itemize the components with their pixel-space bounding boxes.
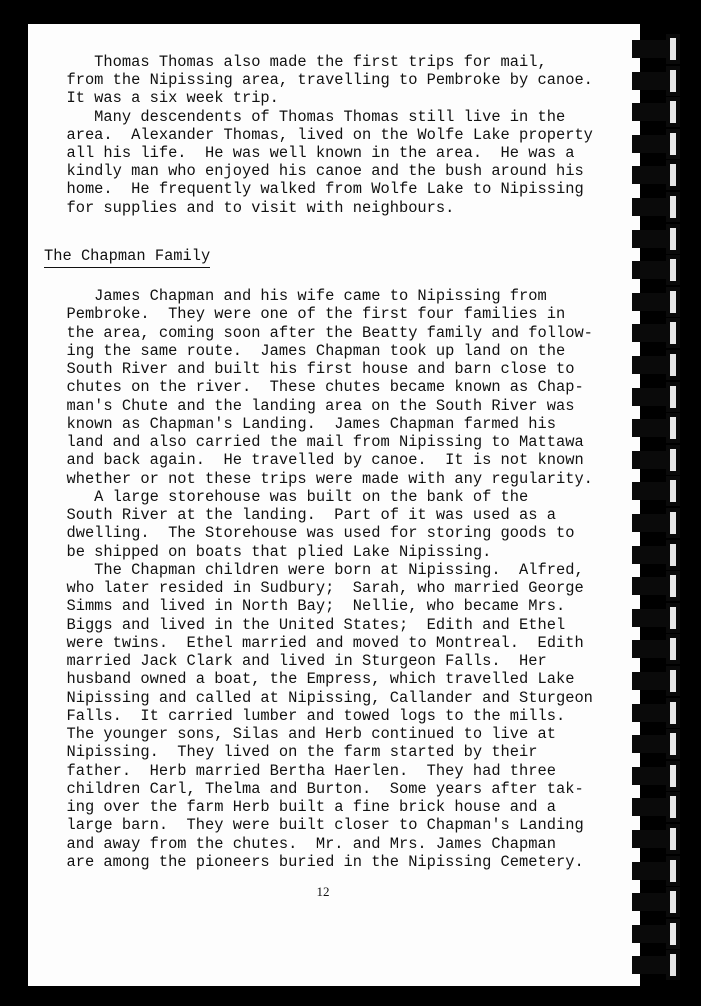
binding-ring [632,666,684,696]
text-line: Simms and lived in North Bay; Nellie, who became Mrs. [48,597,566,616]
text-line: James Chapman and his wife came to Nipissing from [48,287,547,305]
binding-ring [632,540,684,570]
binding-ring [632,919,684,949]
text-line: married Jack Clark and lived in Sturgeon Falls. Her [48,652,547,670]
text-line: A large storehouse was built on the bank of the [48,487,529,506]
binding-ring [632,287,684,317]
text-line: South River at the landing. Part of it was used as a [48,506,556,524]
binding-ring [632,476,684,506]
text-line: South River and built his first house and barn close to [48,360,575,378]
text-line: from the Nipissing area, travelling to Pembroke by canoe. [48,71,593,90]
binding-ring [632,603,684,633]
text-line: dwelling. The Storehouse was used for storing goods to [48,524,575,543]
text-line: known as Chapman's Landing. James Chapman farmed his [48,414,556,433]
binding-ring [632,34,684,64]
binding-ring [632,887,684,917]
binding-ring [632,255,684,285]
binding-ring [632,950,684,980]
binding-ring [632,224,684,254]
binding-ring [632,382,684,412]
binding-ring [632,192,684,222]
spiral-binding [632,24,684,986]
text-line: all his life. He was well known in the area. He was a [48,144,575,162]
binding-ring [632,792,684,822]
text-line: large barn. They were built closer to Chapman's Landing [48,816,584,835]
text-line: Thomas Thomas also made the first trips for mail, [48,53,547,71]
text-line: and back again. He travelled by canoe. It is not known [48,451,584,470]
text-line: ing the same route. James Chapman took up land on the [48,341,566,360]
binding-ring [632,350,684,380]
text-line: Nipissing. They lived on the farm started by their [48,743,538,762]
text-line: Pembroke. They were one of the first four families in [48,305,566,324]
text-line: The younger sons, Silas and Herb continued to live at [48,725,556,743]
document-page [28,24,640,986]
text-line: kindly man who enjoyed his canoe and the bush around his [48,162,584,181]
section-heading: The Chapman Family [44,247,210,268]
text-line: for supplies and to visit with neighbours. [48,198,455,217]
text-line: the area, coming soon after the Beatty family and follow- [48,323,593,342]
text-line: Many descendents of Thomas Thomas still live in the [48,107,566,126]
binding-ring [632,508,684,538]
text-line: father. Herb married Bertha Haerlen. They had three [48,761,556,780]
binding-ring [632,66,684,96]
text-line: chutes on the river. These chutes became known as Chap- [48,378,584,397]
text-line: husband owned a boat, the Empress, which travelled Lake [48,670,575,689]
text-line: Falls. It carried lumber and towed logs to the mills. [48,706,566,725]
binding-ring [632,97,684,127]
text-line: Nipissing and called at Nipissing, Callander and Sturgeon [48,688,593,707]
text-line: who later resided in Sudbury; Sarah, who married George [48,579,584,597]
text-line: area. Alexander Thomas, lived on the Wolfe Lake property [48,125,593,144]
text-line: whether or not these trips were made with any regularity. [48,469,593,488]
text-line: It was a six week trip. [48,89,279,108]
text-line: children Carl, Thelma and Burton. Some years after tak- [48,779,584,798]
binding-ring [632,445,684,475]
text-line: ing over the farm Herb built a fine brick house and a [48,798,556,816]
text-line: are among the pioneers buried in the Nipissing Cemetery. [48,852,584,871]
binding-ring [632,634,684,664]
text-line: and away from the chutes. Mr. and Mrs. James Chapman [48,834,556,853]
binding-ring [632,129,684,159]
text-line: be shipped on boats that plied Lake Nipissing. [48,542,492,561]
page-number: 12 [316,884,330,899]
text-line: home. He frequently walked from Wolfe Lake to Nipissing [48,180,584,199]
binding-ring [632,761,684,791]
text-line: were twins. Ethel married and moved to Montreal. Edith [48,633,584,652]
text-line: The Chapman children were born at Nipissing. Alfred, [48,560,584,579]
binding-ring [632,856,684,886]
text-line: man's Chute and the landing area on the South River was [48,396,575,415]
binding-ring [632,318,684,348]
binding-ring [632,824,684,854]
binding-ring [632,698,684,728]
text-line: Biggs and lived in the United States; Edith and Ethel [48,615,566,634]
binding-ring [632,571,684,601]
text-line: land and also carried the mail from Nipissing to Mattawa [48,433,584,451]
binding-ring [632,160,684,190]
binding-ring [632,413,684,443]
binding-ring [632,729,684,759]
